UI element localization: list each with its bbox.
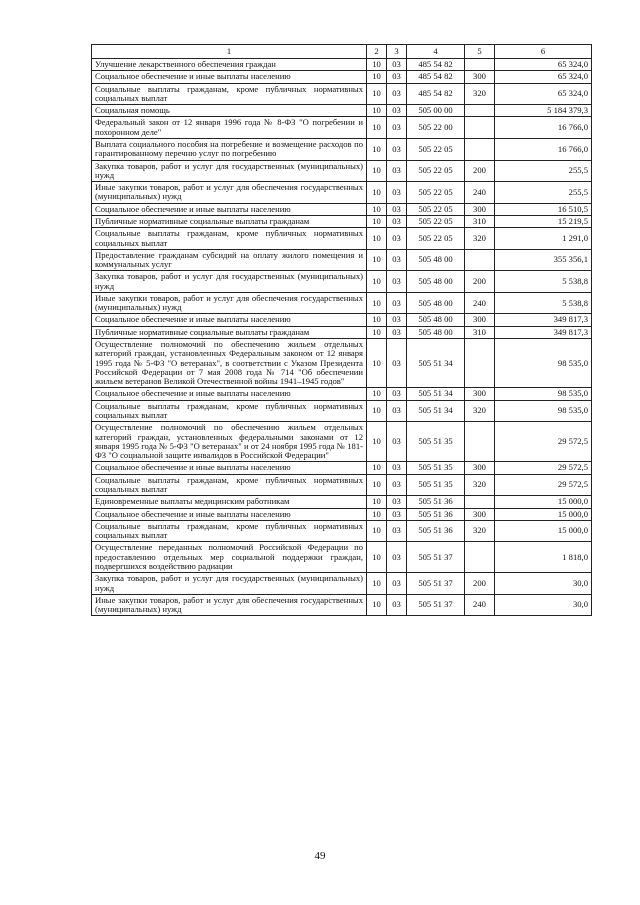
row-section-cell: 10 [367, 292, 387, 314]
row-subsection-cell: 03 [387, 83, 407, 105]
row-section-cell: 10 [367, 474, 387, 496]
row-amount-cell: 255,5 [495, 182, 592, 204]
row-name-cell: Публичные нормативные социальные выплаты гражданам [92, 215, 367, 227]
table-row [92, 160, 592, 182]
table-row [92, 215, 592, 227]
row-section-cell: 10 [367, 496, 387, 508]
table-row [92, 388, 592, 400]
row-amount-cell: 5 538,8 [495, 292, 592, 314]
row-name-cell: Предоставление гражданам субсидий на оплату жилого помещения и коммунальных услуг [92, 249, 367, 271]
row-target-article-cell: 505 51 37 [407, 594, 465, 616]
row-expense-type-cell [465, 59, 495, 71]
table-row [92, 314, 592, 326]
row-amount-cell: 15 000,0 [495, 496, 592, 508]
row-amount-cell: 98 535,0 [495, 388, 592, 400]
row-expense-type-cell: 200 [465, 573, 495, 595]
row-section-cell: 10 [367, 462, 387, 474]
document-page [91, 44, 591, 616]
page-number: 49 [314, 850, 326, 862]
row-target-article-cell: 505 51 37 [407, 542, 465, 573]
table-row [92, 182, 592, 204]
row-name-cell: Закупка товаров, работ и услуг для государственных (муниципальных) нужд [92, 271, 367, 293]
row-name-cell: Публичные нормативные социальные выплаты гражданам [92, 326, 367, 338]
row-expense-type-cell [465, 138, 495, 160]
row-section-cell: 10 [367, 59, 387, 71]
row-subsection-cell: 03 [387, 203, 407, 215]
header-cell-target-article: 4 [407, 45, 465, 59]
row-section-cell: 10 [367, 388, 387, 400]
row-amount-cell: 29 572,5 [495, 422, 592, 462]
header-cell-amount: 6 [495, 45, 592, 59]
table-row [92, 496, 592, 508]
table-row [92, 271, 592, 293]
row-target-article-cell: 505 51 35 [407, 474, 465, 496]
row-name-cell: Социальное обеспечение и иные выплаты населению [92, 314, 367, 326]
row-target-article-cell: 505 51 35 [407, 422, 465, 462]
row-name-cell: Социальное обеспечение и иные выплаты населению [92, 71, 367, 83]
row-amount-cell: 65 324,0 [495, 59, 592, 71]
row-expense-type-cell: 300 [465, 314, 495, 326]
row-section-cell: 10 [367, 71, 387, 83]
row-subsection-cell: 03 [387, 138, 407, 160]
row-amount-cell: 16 766,0 [495, 117, 592, 139]
row-subsection-cell: 03 [387, 520, 407, 542]
row-expense-type-cell: 320 [465, 400, 495, 422]
row-subsection-cell: 03 [387, 508, 407, 520]
row-amount-cell: 29 572,5 [495, 474, 592, 496]
row-target-article-cell: 485 54 82 [407, 71, 465, 83]
row-target-article-cell: 505 22 05 [407, 138, 465, 160]
table-row [92, 462, 592, 474]
row-name-cell: Социальные выплаты гражданам, кроме публичных нормативных социальных выплат [92, 474, 367, 496]
row-amount-cell: 1 818,0 [495, 542, 592, 573]
row-expense-type-cell: 300 [465, 388, 495, 400]
row-name-cell: Закупка товаров, работ и услуг для государственных (муниципальных) нужд [92, 573, 367, 595]
row-section-cell: 10 [367, 117, 387, 139]
row-name-cell: Осуществление полномочий по обеспечению жильем отдельных категорий граждан, установленных Федеральным законом от 12 января 1995 года № 5-ФЗ "О ветеранах", в соответствии с Указом Президента Российской Федерации от 7 мая 2008 года № 714 "Об обеспечении жильем ветеранов Великой Отечественной войны 1941–1945 годов" [92, 339, 367, 388]
row-section-cell: 10 [367, 594, 387, 616]
row-amount-cell: 349 817,3 [495, 326, 592, 338]
row-subsection-cell: 03 [387, 215, 407, 227]
row-expense-type-cell [465, 542, 495, 573]
table-row [92, 400, 592, 422]
table-row [92, 105, 592, 117]
row-subsection-cell: 03 [387, 71, 407, 83]
table-row [92, 520, 592, 542]
row-subsection-cell: 03 [387, 422, 407, 462]
row-section-cell: 10 [367, 520, 387, 542]
row-target-article-cell: 505 22 05 [407, 215, 465, 227]
row-target-article-cell: 505 48 00 [407, 314, 465, 326]
row-amount-cell: 98 535,0 [495, 400, 592, 422]
row-target-article-cell: 505 00 00 [407, 105, 465, 117]
row-section-cell: 10 [367, 83, 387, 105]
row-amount-cell: 15 000,0 [495, 520, 592, 542]
header-cell-name: 1 [92, 45, 367, 59]
row-subsection-cell: 03 [387, 496, 407, 508]
row-name-cell: Социальное обеспечение и иные выплаты населению [92, 508, 367, 520]
row-name-cell: Социальные выплаты гражданам, кроме публичных нормативных социальных выплат [92, 400, 367, 422]
table-row [92, 117, 592, 139]
row-expense-type-cell: 200 [465, 271, 495, 293]
row-section-cell: 10 [367, 422, 387, 462]
row-subsection-cell: 03 [387, 160, 407, 182]
row-expense-type-cell: 300 [465, 508, 495, 520]
table-row [92, 228, 592, 250]
row-expense-type-cell [465, 422, 495, 462]
row-amount-cell: 98 535,0 [495, 339, 592, 388]
row-section-cell: 10 [367, 249, 387, 271]
row-subsection-cell: 03 [387, 228, 407, 250]
table-row [92, 594, 592, 616]
row-section-cell: 10 [367, 228, 387, 250]
row-subsection-cell: 03 [387, 388, 407, 400]
table-row [92, 508, 592, 520]
header-cell-subsection: 3 [387, 45, 407, 59]
row-name-cell: Выплата социального пособия на погребение и возмещение расходов по гарантированному перечню услуг по погребению [92, 138, 367, 160]
row-target-article-cell: 505 51 36 [407, 520, 465, 542]
row-name-cell: Закупка товаров, работ и услуг для государственных (муниципальных) нужд [92, 160, 367, 182]
row-subsection-cell: 03 [387, 339, 407, 388]
row-section-cell: 10 [367, 542, 387, 573]
row-name-cell: Иные закупки товаров, работ и услуг для обеспечения государственных (муниципальных) нужд [92, 292, 367, 314]
row-target-article-cell: 505 51 34 [407, 388, 465, 400]
row-subsection-cell: 03 [387, 59, 407, 71]
row-expense-type-cell: 310 [465, 215, 495, 227]
row-expense-type-cell [465, 496, 495, 508]
row-target-article-cell: 505 48 00 [407, 292, 465, 314]
row-amount-cell: 349 817,3 [495, 314, 592, 326]
row-section-cell: 10 [367, 271, 387, 293]
row-section-cell: 10 [367, 326, 387, 338]
row-target-article-cell: 505 22 05 [407, 228, 465, 250]
header-cell-section: 2 [367, 45, 387, 59]
row-amount-cell: 15 219,5 [495, 215, 592, 227]
table-row [92, 339, 592, 388]
row-name-cell: Осуществление полномочий по обеспечению жильем отдельных категорий граждан, установленных федеральными законами от 12 января 1995 года № 5-ФЗ "О ветеранах" и от 24 ноября 1995 года № 181-ФЗ "О социальной защите инвалидов в Российской Федерации" [92, 422, 367, 462]
row-expense-type-cell [465, 249, 495, 271]
row-name-cell: Социальное обеспечение и иные выплаты населению [92, 462, 367, 474]
row-amount-cell: 16 766,0 [495, 138, 592, 160]
row-name-cell: Социальные выплаты гражданам, кроме публичных нормативных социальных выплат [92, 520, 367, 542]
row-expense-type-cell: 300 [465, 71, 495, 83]
row-expense-type-cell: 320 [465, 520, 495, 542]
table-row [92, 59, 592, 71]
row-section-cell: 10 [367, 508, 387, 520]
row-amount-cell: 1 291,0 [495, 228, 592, 250]
row-target-article-cell: 505 51 34 [407, 339, 465, 388]
row-section-cell: 10 [367, 339, 387, 388]
row-name-cell: Улучшение лекарственного обеспечения граждан [92, 59, 367, 71]
row-name-cell: Социальная помощь [92, 105, 367, 117]
row-name-cell: Единовременные выплаты медицинским работникам [92, 496, 367, 508]
row-amount-cell: 65 324,0 [495, 83, 592, 105]
table-row [92, 573, 592, 595]
row-subsection-cell: 03 [387, 594, 407, 616]
row-section-cell: 10 [367, 105, 387, 117]
row-amount-cell: 15 000,0 [495, 508, 592, 520]
row-target-article-cell: 505 48 00 [407, 271, 465, 293]
row-amount-cell: 16 510,5 [495, 203, 592, 215]
row-section-cell: 10 [367, 400, 387, 422]
row-target-article-cell: 485 54 82 [407, 83, 465, 105]
row-subsection-cell: 03 [387, 573, 407, 595]
row-name-cell: Социальные выплаты гражданам, кроме публичных нормативных социальных выплат [92, 228, 367, 250]
table-row [92, 292, 592, 314]
row-expense-type-cell: 310 [465, 326, 495, 338]
row-expense-type-cell: 300 [465, 203, 495, 215]
table-row [92, 83, 592, 105]
row-amount-cell: 65 324,0 [495, 71, 592, 83]
row-section-cell: 10 [367, 215, 387, 227]
row-expense-type-cell [465, 339, 495, 388]
row-target-article-cell: 505 51 36 [407, 496, 465, 508]
row-expense-type-cell: 240 [465, 292, 495, 314]
row-amount-cell: 5 184 379,3 [495, 105, 592, 117]
table-body [92, 45, 592, 616]
row-target-article-cell: 505 22 05 [407, 182, 465, 204]
table-header-row [92, 45, 592, 59]
row-name-cell: Социальное обеспечение и иные выплаты населению [92, 388, 367, 400]
row-name-cell: Иные закупки товаров, работ и услуг для обеспечения государственных (муниципальных) нужд [92, 594, 367, 616]
row-section-cell: 10 [367, 573, 387, 595]
row-section-cell: 10 [367, 160, 387, 182]
row-name-cell: Социальные выплаты гражданам, кроме публичных нормативных социальных выплат [92, 83, 367, 105]
table-row [92, 326, 592, 338]
row-expense-type-cell: 240 [465, 182, 495, 204]
row-name-cell: Осуществление переданных полномочий Российской Федерации по предоставлению отдельных мер социальной поддержки граждан, подвергшихся воздействию радиации [92, 542, 367, 573]
row-expense-type-cell: 320 [465, 83, 495, 105]
row-section-cell: 10 [367, 182, 387, 204]
row-subsection-cell: 03 [387, 326, 407, 338]
table-row [92, 474, 592, 496]
row-amount-cell: 255,5 [495, 160, 592, 182]
row-target-article-cell: 505 51 37 [407, 573, 465, 595]
row-amount-cell: 30,0 [495, 594, 592, 616]
row-amount-cell: 30,0 [495, 573, 592, 595]
row-target-article-cell: 505 51 34 [407, 400, 465, 422]
row-target-article-cell: 505 22 00 [407, 117, 465, 139]
row-target-article-cell: 505 22 05 [407, 203, 465, 215]
row-expense-type-cell: 300 [465, 462, 495, 474]
row-name-cell: Иные закупки товаров, работ и услуг для обеспечения государственных (муниципальных) нужд [92, 182, 367, 204]
row-section-cell: 10 [367, 203, 387, 215]
row-subsection-cell: 03 [387, 314, 407, 326]
header-cell-expense-type: 5 [465, 45, 495, 59]
row-subsection-cell: 03 [387, 400, 407, 422]
table-row [92, 71, 592, 83]
row-subsection-cell: 03 [387, 462, 407, 474]
table-row [92, 422, 592, 462]
row-subsection-cell: 03 [387, 182, 407, 204]
row-expense-type-cell [465, 105, 495, 117]
row-target-article-cell: 505 48 00 [407, 249, 465, 271]
row-subsection-cell: 03 [387, 292, 407, 314]
row-amount-cell: 5 538,8 [495, 271, 592, 293]
row-expense-type-cell: 320 [465, 228, 495, 250]
row-expense-type-cell [465, 117, 495, 139]
table-row [92, 138, 592, 160]
table-row [92, 249, 592, 271]
row-subsection-cell: 03 [387, 249, 407, 271]
row-expense-type-cell: 200 [465, 160, 495, 182]
row-section-cell: 10 [367, 138, 387, 160]
row-target-article-cell: 485 54 82 [407, 59, 465, 71]
row-subsection-cell: 03 [387, 474, 407, 496]
table-row [92, 203, 592, 215]
row-subsection-cell: 03 [387, 105, 407, 117]
budget-table [91, 44, 592, 616]
row-target-article-cell: 505 22 05 [407, 160, 465, 182]
row-expense-type-cell: 240 [465, 594, 495, 616]
row-section-cell: 10 [367, 314, 387, 326]
row-amount-cell: 29 572,5 [495, 462, 592, 474]
row-amount-cell: 355 356,1 [495, 249, 592, 271]
row-target-article-cell: 505 51 36 [407, 508, 465, 520]
table-row [92, 542, 592, 573]
row-subsection-cell: 03 [387, 271, 407, 293]
row-subsection-cell: 03 [387, 542, 407, 573]
row-name-cell: Социальное обеспечение и иные выплаты населению [92, 203, 367, 215]
row-name-cell: Федеральный закон от 12 января 1996 года № 8-ФЗ "О погребении и похоронном деле" [92, 117, 367, 139]
row-target-article-cell: 505 51 35 [407, 462, 465, 474]
row-target-article-cell: 505 48 00 [407, 326, 465, 338]
row-expense-type-cell: 320 [465, 474, 495, 496]
row-subsection-cell: 03 [387, 117, 407, 139]
